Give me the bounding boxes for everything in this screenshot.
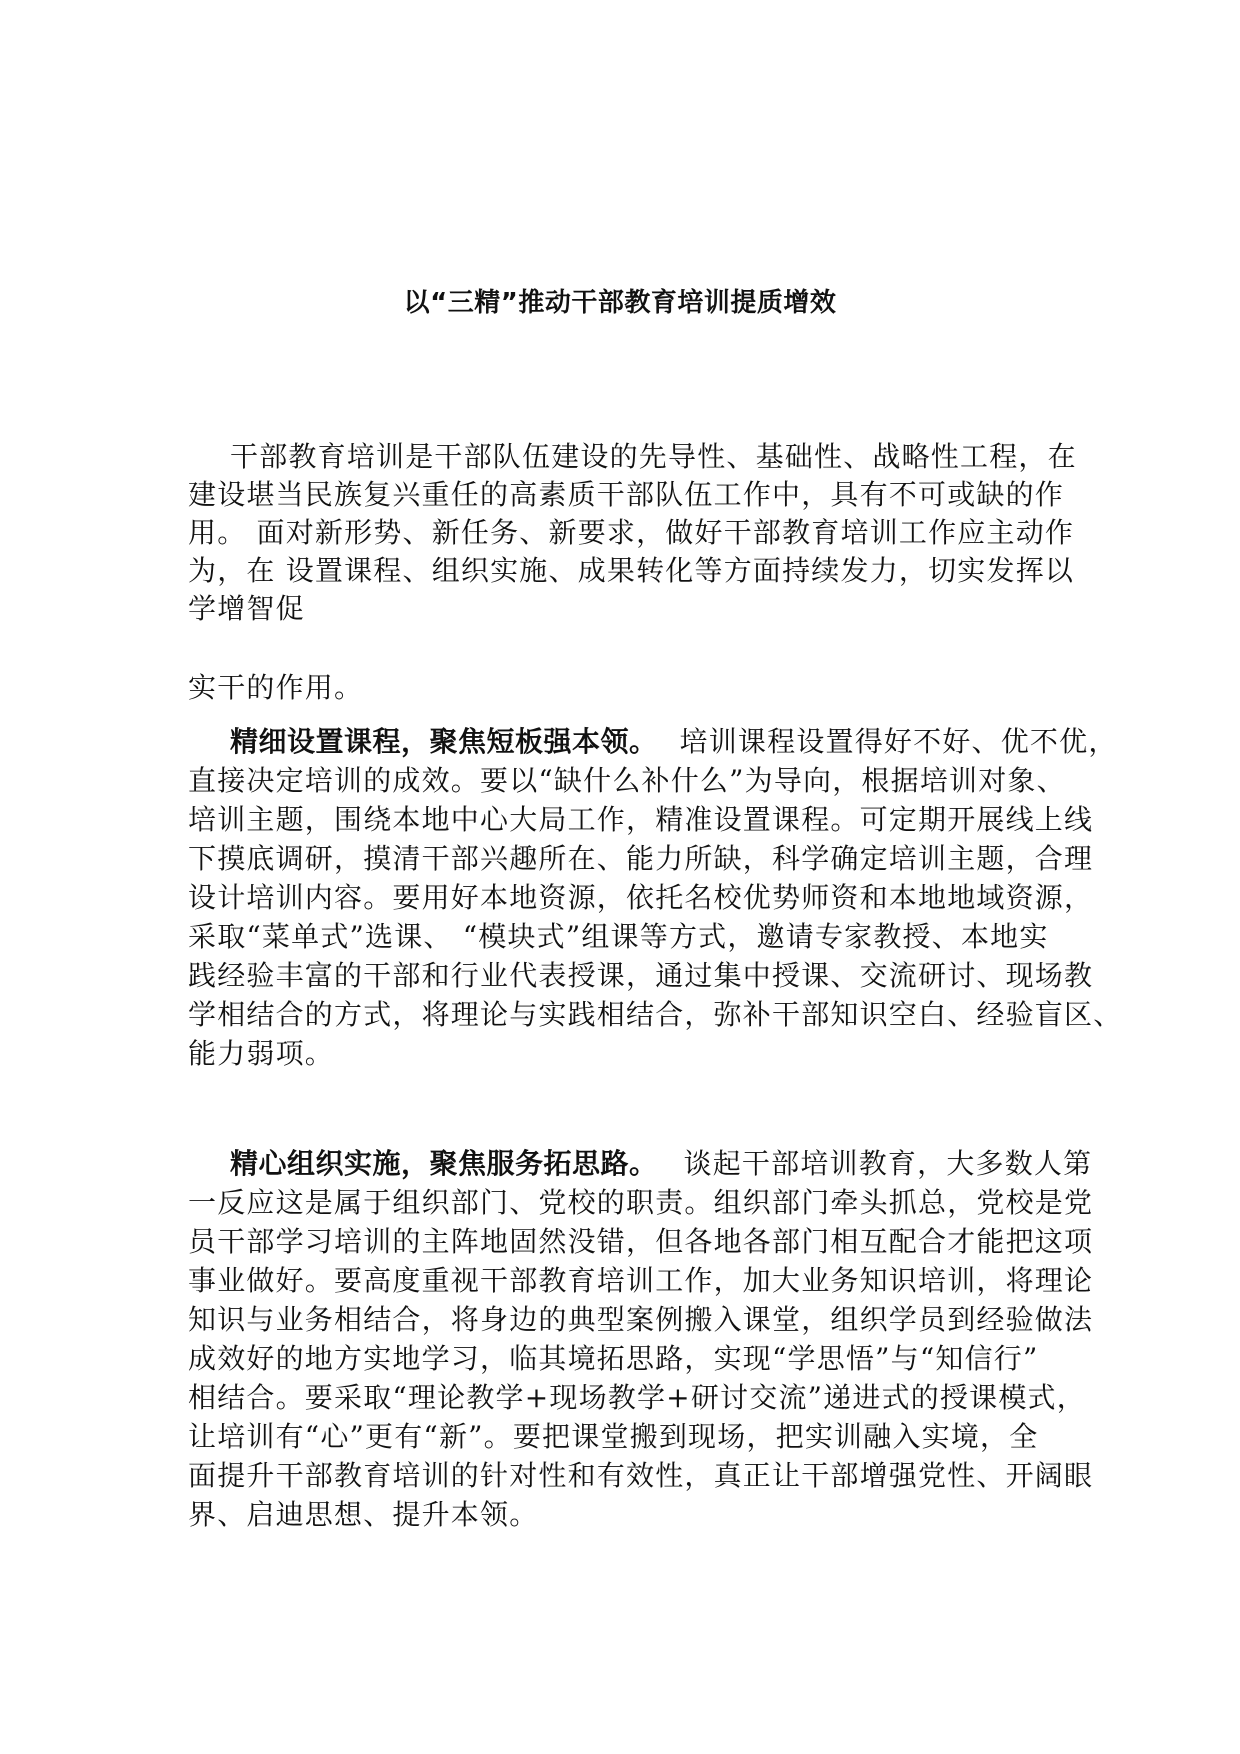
section1-line: 设计培训内容。要用好本地资源，依托名校优势师资和本地地域资源，	[188, 881, 1094, 914]
document-title: 以“三精”推动干部教育培训提质增效	[403, 288, 837, 318]
section1-line: 践经验丰富的干部和行业代表授课，通过集中授课、交流研讨、现场教	[188, 959, 1094, 992]
intro-line: 干部教育培训是干部队伍建设的先导性、基础性、战略性工程，在	[230, 440, 1077, 473]
section2-line: 员干部学习培训的主阵地固然没错，但各地各部门相互配合才能把这项	[188, 1225, 1094, 1258]
section2-line: 相结合。要采取“理论教学+现场教学+研讨交流”递进式的授课模式，	[188, 1381, 1086, 1414]
section1-line: 下摸底调研，摸清干部兴趣所在、能力所缺，科学确定培训主题，合理	[188, 842, 1094, 875]
section2-first-line	[230, 1144, 1092, 1184]
section2-line: 谈起干部培训教育，大多数人第	[683, 1147, 1093, 1180]
section1-line: 采取“菜单式”选课、 “模块式”组课等方式，邀请专家教授、本地实	[188, 920, 1049, 953]
section2-line: 成效好的地方实地学习，临其境拓思路，实现“学思悟”与“知信行”	[188, 1342, 1039, 1375]
section1-first-line	[230, 722, 1118, 762]
section2-line: 面提升干部教育培训的针对性和有效性，真正让干部增强党性、开阔眼	[188, 1459, 1094, 1492]
intro-line: 建设堪当民族复兴重任的高素质干部队伍工作中，具有不可或缺的作	[188, 478, 1065, 511]
section1-heading: 精细设置课程，聚焦短板强本领。	[230, 725, 658, 758]
section2-line: 让培训有“心”更有“新”。要把课堂搬到现场，把实训融入实境，全	[188, 1420, 1039, 1453]
section2-line: 事业做好。要高度重视干部教育培训工作，加大业务知识培训，将理论	[188, 1264, 1094, 1297]
intro-line: 用。 面对新形势、新任务、新要求，做好干部教育培训工作应主动作	[188, 516, 1075, 549]
section2-line: 一反应这是属于组织部门、党校的职责。组织部门牵头抓总，党校是党	[188, 1186, 1094, 1219]
section1-line: 培训主题，围绕本地中心大局工作，精准设置课程。可定期开展线上线	[188, 803, 1094, 836]
section1-line: 直接决定培训的成效。要以“缺什么补什么”为导向，根据培训对象、	[188, 764, 1066, 797]
intro-line: 实干的作用。	[188, 671, 364, 704]
intro-line: 为，在 设置课程、组织实施、成果转化等方面持续发力，切实发挥以	[188, 554, 1075, 587]
section1-line: 培训课程设置得好不好、优不优，	[679, 725, 1118, 758]
section1-line: 能力弱项。	[188, 1037, 335, 1070]
intro-line: 学增智促	[188, 592, 305, 625]
section2-line: 知识与业务相结合，将身边的典型案例搬入课堂，组织学员到经验做法	[188, 1303, 1094, 1336]
section1-line: 学相结合的方式，将理论与实践相结合，弥补干部知识空白、经验盲区、	[188, 998, 1123, 1031]
section2-heading: 精心组织实施，聚焦服务拓思路。	[230, 1147, 658, 1180]
section2-line: 界、启迪思想、提升本领。	[188, 1498, 539, 1531]
